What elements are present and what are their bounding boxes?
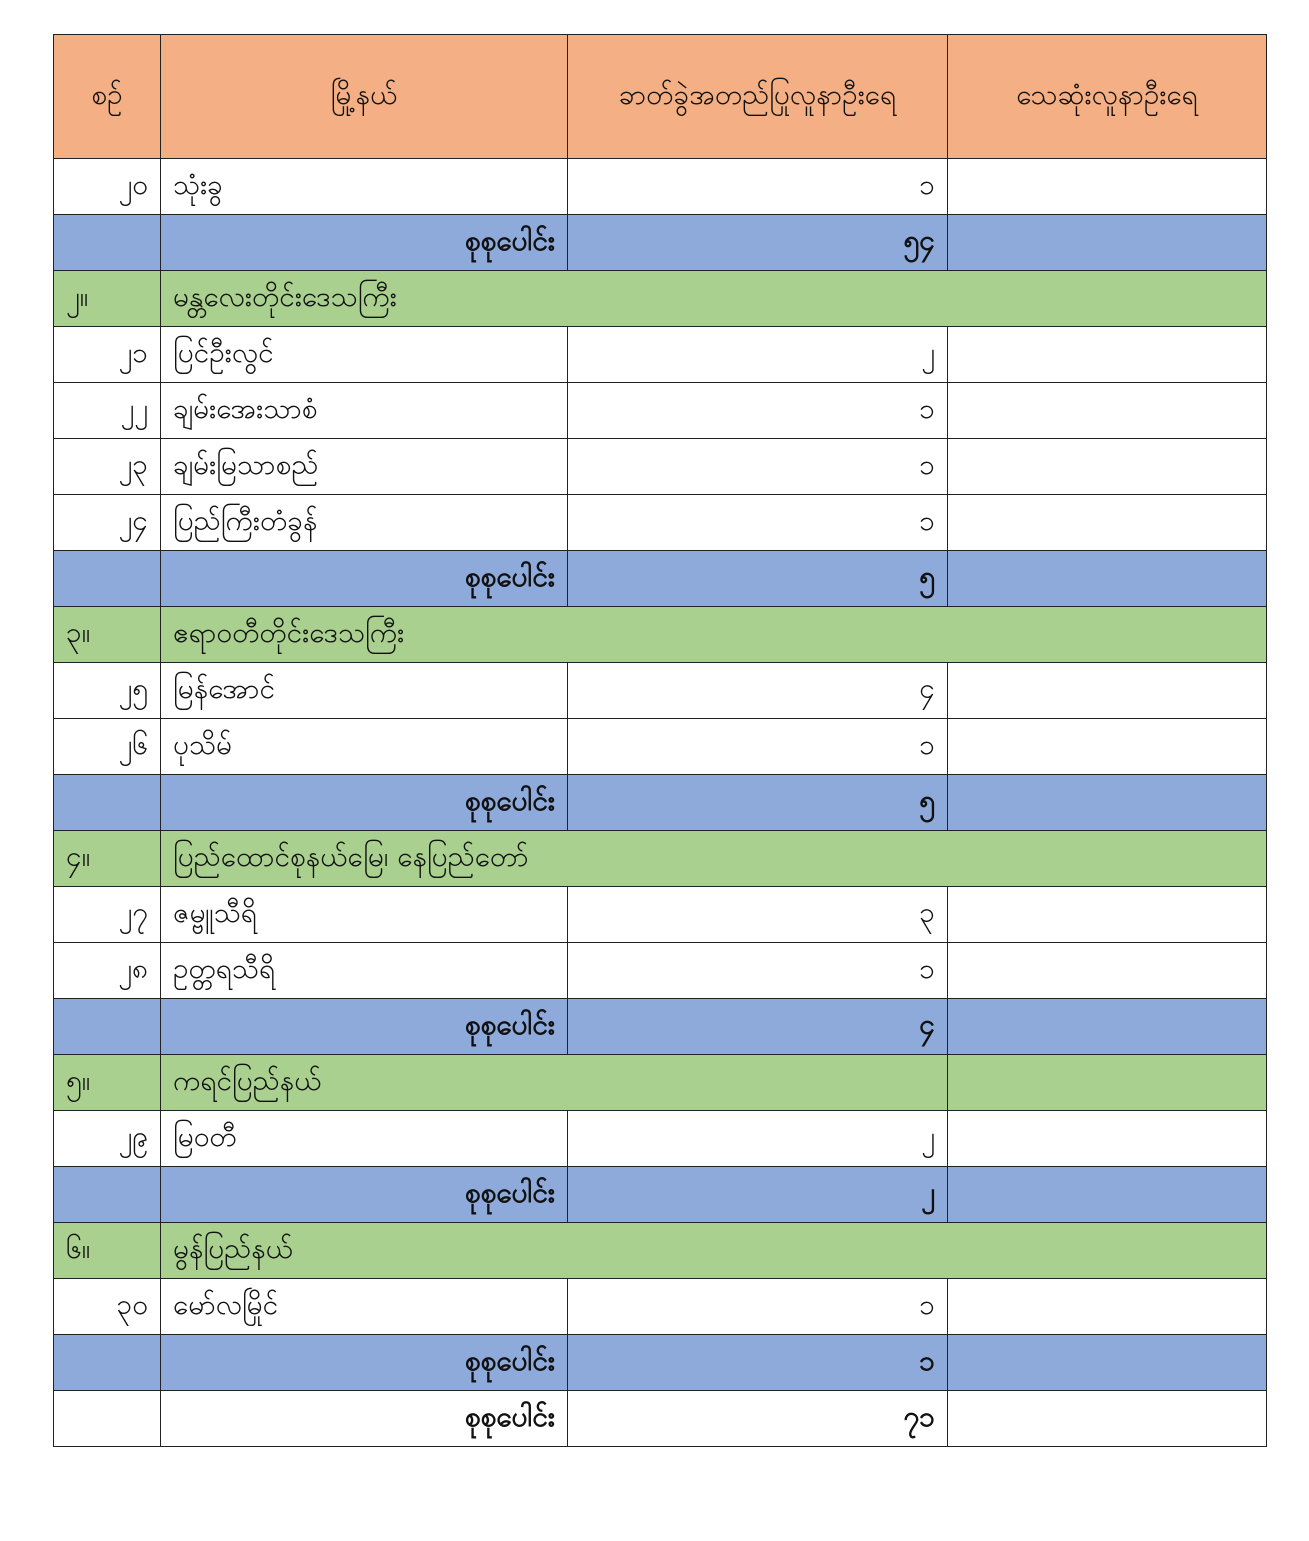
deaths-count bbox=[948, 663, 1267, 719]
total-infected: ၅ bbox=[568, 775, 948, 831]
total-deaths bbox=[948, 215, 1267, 271]
region-number: ၂။ bbox=[54, 271, 161, 327]
total-label: စုစုပေါင်း bbox=[161, 215, 568, 271]
infected-count: ၁ bbox=[568, 1279, 948, 1335]
total-label: စုစုပေါင်း bbox=[161, 999, 568, 1055]
region-number: ၅။ bbox=[54, 1055, 161, 1111]
infected-count: ၁ bbox=[568, 383, 948, 439]
township-name: ဥတ္တရသီရိ bbox=[161, 943, 568, 999]
region-number: ၄။ bbox=[54, 831, 161, 887]
region-row bbox=[54, 271, 1267, 327]
table-row bbox=[54, 159, 1267, 215]
total-deaths bbox=[948, 1391, 1267, 1447]
region-row bbox=[54, 1055, 1267, 1111]
region-number: ၆။ bbox=[54, 1223, 161, 1279]
deaths-count bbox=[948, 327, 1267, 383]
table-row bbox=[54, 719, 1267, 775]
total-label: စုစုပေါင်း bbox=[161, 1335, 568, 1391]
header-township: မြို့နယ် bbox=[161, 35, 568, 159]
region-name: ဧရာဝတီတိုင်းဒေသကြီး bbox=[161, 607, 1267, 663]
empty-cell bbox=[54, 1167, 161, 1223]
empty-cell bbox=[54, 551, 161, 607]
table-row bbox=[54, 327, 1267, 383]
table-row bbox=[54, 1111, 1267, 1167]
row-number: ၂၄ bbox=[54, 495, 161, 551]
township-name: ဇမ္ဗူသီရိ bbox=[161, 887, 568, 943]
region-name: ပြည်ထောင်စုနယ်မြေ၊ နေပြည်တော် bbox=[161, 831, 1267, 887]
subtotal-row bbox=[54, 1167, 1267, 1223]
infected-count: ၁ bbox=[568, 943, 948, 999]
total-label: စုစုပေါင်း bbox=[161, 775, 568, 831]
region-number: ၃။ bbox=[54, 607, 161, 663]
infected-count: ၁ bbox=[568, 439, 948, 495]
total-deaths bbox=[948, 1335, 1267, 1391]
row-number: ၂၂ bbox=[54, 383, 161, 439]
total-label: စုစုပေါင်း bbox=[161, 1391, 568, 1447]
row-number: ၂၃ bbox=[54, 439, 161, 495]
township-name: မြန်အောင် bbox=[161, 663, 568, 719]
row-number: ၂၇ bbox=[54, 887, 161, 943]
township-cases-table bbox=[53, 34, 1267, 1447]
total-deaths bbox=[948, 551, 1267, 607]
empty-cell bbox=[54, 1391, 161, 1447]
region-row bbox=[54, 831, 1267, 887]
infected-count: ၂ bbox=[568, 327, 948, 383]
table-row bbox=[54, 495, 1267, 551]
infected-count: ၁ bbox=[568, 719, 948, 775]
header-row bbox=[54, 35, 1267, 159]
empty-cell bbox=[54, 215, 161, 271]
table-row bbox=[54, 943, 1267, 999]
total-infected: ၇၁ bbox=[568, 1391, 948, 1447]
township-name: မြဝတီ bbox=[161, 1111, 568, 1167]
infected-count: ၁ bbox=[568, 159, 948, 215]
subtotal-row bbox=[54, 551, 1267, 607]
table-row bbox=[54, 383, 1267, 439]
table-row bbox=[54, 887, 1267, 943]
total-infected: ၅၄ bbox=[568, 215, 948, 271]
deaths-count bbox=[948, 887, 1267, 943]
deaths-count bbox=[948, 1279, 1267, 1335]
township-name: ချမ်းမြသာစည် bbox=[161, 439, 568, 495]
infected-count: ၁ bbox=[568, 495, 948, 551]
table-row bbox=[54, 1279, 1267, 1335]
region-name: မွန်ပြည်နယ် bbox=[161, 1223, 1267, 1279]
table-body bbox=[54, 159, 1267, 1447]
deaths-count bbox=[948, 719, 1267, 775]
total-deaths bbox=[948, 999, 1267, 1055]
table-row bbox=[54, 439, 1267, 495]
township-name: သုံးခွ bbox=[161, 159, 568, 215]
township-name: ပြင်ဦးလွင် bbox=[161, 327, 568, 383]
row-number: ၂၆ bbox=[54, 719, 161, 775]
region-name: ကရင်ပြည်နယ် bbox=[161, 1055, 948, 1111]
total-infected: ၄ bbox=[568, 999, 948, 1055]
deaths-count bbox=[948, 943, 1267, 999]
deaths-count bbox=[948, 495, 1267, 551]
total-deaths bbox=[948, 1167, 1267, 1223]
row-number: ၂၀ bbox=[54, 159, 161, 215]
deaths-count bbox=[948, 383, 1267, 439]
region-row bbox=[54, 607, 1267, 663]
infected-count: ၂ bbox=[568, 1111, 948, 1167]
empty-cell bbox=[54, 775, 161, 831]
row-number: ၂၉ bbox=[54, 1111, 161, 1167]
total-label: စုစုပေါင်း bbox=[161, 1167, 568, 1223]
deaths-count bbox=[948, 439, 1267, 495]
row-number: ၂၅ bbox=[54, 663, 161, 719]
total-infected: ၅ bbox=[568, 551, 948, 607]
region-name: မန္တလေးတိုင်းဒေသကြီး bbox=[161, 271, 1267, 327]
grand-total-row bbox=[54, 1391, 1267, 1447]
header-deaths: သေဆုံးလူနာဦးရေ bbox=[948, 35, 1267, 159]
region-row bbox=[54, 1223, 1267, 1279]
header-infected: ခာတ်ခွဲအတည်ပြုလူနာဦးရေ bbox=[568, 35, 948, 159]
table-row bbox=[54, 663, 1267, 719]
row-number: ၂၁ bbox=[54, 327, 161, 383]
row-number: ၂၈ bbox=[54, 943, 161, 999]
empty-cell bbox=[54, 999, 161, 1055]
township-name: ပုသိမ် bbox=[161, 719, 568, 775]
township-name: ချမ်းအေးသာစံ bbox=[161, 383, 568, 439]
infected-count: ၄ bbox=[568, 663, 948, 719]
empty-cell bbox=[54, 1335, 161, 1391]
subtotal-row bbox=[54, 999, 1267, 1055]
total-infected: ၁ bbox=[568, 1335, 948, 1391]
row-number: ၃၀ bbox=[54, 1279, 161, 1335]
total-label: စုစုပေါင်း bbox=[161, 551, 568, 607]
region-fill bbox=[948, 1055, 1267, 1111]
subtotal-row bbox=[54, 1335, 1267, 1391]
township-name: မော်လမြိုင် bbox=[161, 1279, 568, 1335]
subtotal-row bbox=[54, 215, 1267, 271]
deaths-count bbox=[948, 159, 1267, 215]
infected-count: ၃ bbox=[568, 887, 948, 943]
total-deaths bbox=[948, 775, 1267, 831]
subtotal-row bbox=[54, 775, 1267, 831]
total-infected: ၂ bbox=[568, 1167, 948, 1223]
header-no: စဉ် bbox=[54, 35, 161, 159]
deaths-count bbox=[948, 1111, 1267, 1167]
township-name: ပြည်ကြီးတံခွန် bbox=[161, 495, 568, 551]
